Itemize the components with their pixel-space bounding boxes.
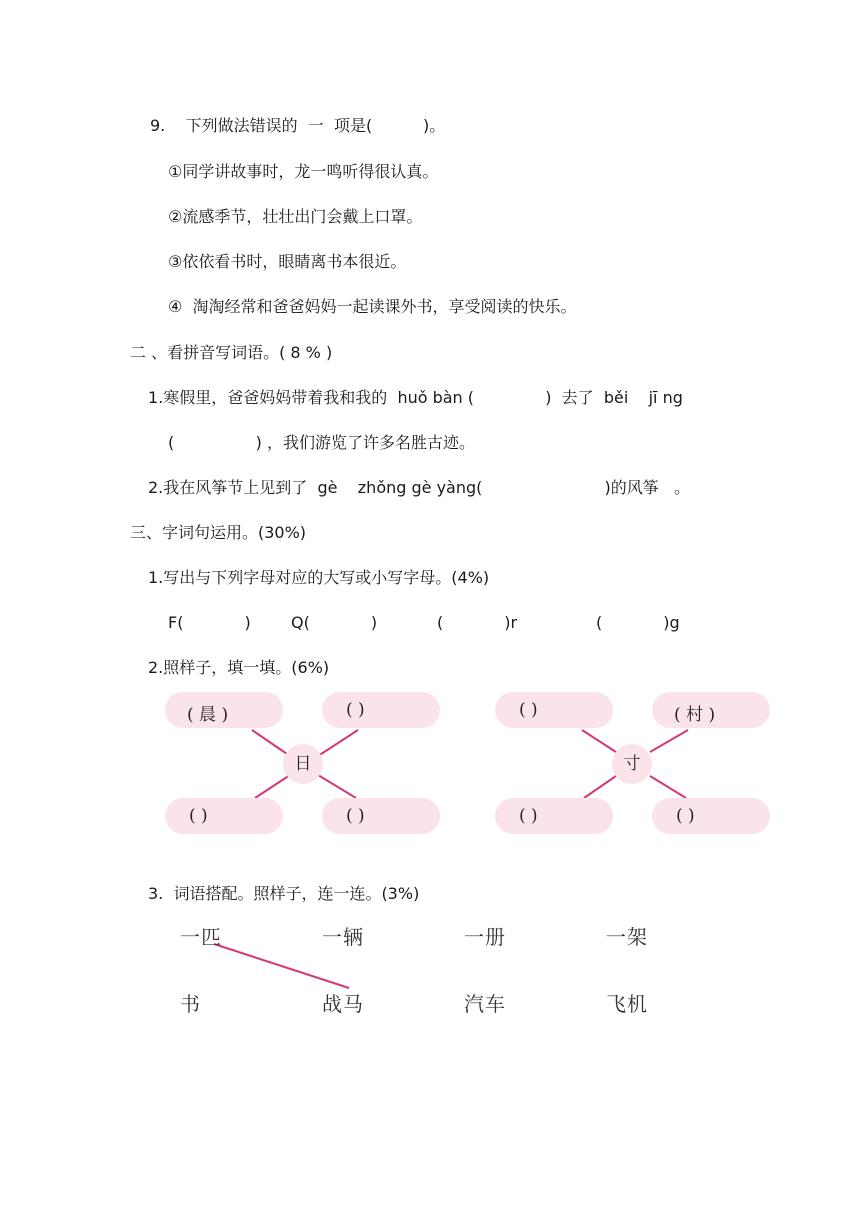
noun-2[interactable]: 战马 — [322, 992, 364, 1016]
diagram2-top-left-box[interactable] — [495, 692, 613, 728]
diagram1-top-right-text: ( ) — [346, 700, 365, 720]
q9-option-4: ④ 淘淘经常和爸爸妈妈一起读课外书，享受阅读的快乐。 — [168, 297, 577, 316]
section-3-q3-title: 3. 词语搭配。照样子，连一连。(3%) — [148, 884, 420, 903]
section-2-heading: 二 、看拼音写词语。( 8 % ) — [130, 343, 333, 362]
diagram2-center-char: 寸 — [612, 744, 652, 784]
noun-1[interactable]: 书 — [180, 992, 201, 1016]
section-2-q2: 2.我在风筝节上见到了 gè zhǒng gè yàng( )的风筝 。 — [148, 478, 690, 497]
connector-line — [318, 775, 356, 798]
measure-word-1[interactable]: 一匹 — [180, 925, 222, 949]
section-3-q2-title: 2.照样子，填一填。(6%) — [148, 658, 330, 677]
diagram2-bottom-left-text: ( ) — [519, 806, 538, 826]
measure-word-3[interactable]: 一册 — [464, 925, 506, 949]
measure-word-4[interactable]: 一架 — [606, 925, 648, 949]
example-match-line — [214, 944, 349, 988]
diagram1-top-left-box — [165, 692, 283, 728]
diagram2-bottom-right-box[interactable] — [652, 798, 770, 834]
diagram2-top-right-box — [652, 692, 770, 728]
connector-line — [650, 776, 686, 798]
connector-line — [650, 730, 688, 752]
connector-line — [252, 730, 290, 756]
diagram1-top-left-text: ( 晨 ) — [187, 705, 229, 725]
diagram1-bottom-left-text: ( ) — [189, 806, 208, 826]
noun-4[interactable]: 飞机 — [606, 992, 648, 1016]
noun-3[interactable]: 汽车 — [464, 992, 506, 1016]
letter-blank-3: ( )r — [437, 613, 518, 632]
diagram2-bottom-right-text: ( ) — [676, 806, 695, 826]
connector-line — [582, 730, 616, 752]
connector-line — [584, 776, 616, 798]
section-2-q1-line2: ( ) ，我们游览了许多名胜古迹。 — [168, 433, 475, 452]
letter-blank-4: ( )g — [596, 613, 680, 632]
diagram1-top-right-box[interactable] — [322, 692, 440, 728]
diagram2-top-left-text: ( ) — [519, 700, 538, 720]
letter-blank-1: F( ) — [168, 613, 251, 632]
diagram1-bottom-left-box[interactable] — [165, 798, 283, 834]
q9-option-3: ③依依看书时，眼睛离书本很近。 — [168, 252, 407, 271]
letter-blank-2: Q( ) — [291, 613, 378, 632]
q9-option-2: ②流感季节，壮壮出门会戴上口罩。 — [168, 207, 423, 226]
measure-word-2[interactable]: 一辆 — [322, 925, 364, 949]
diagram1-center-char: 日 — [283, 744, 323, 784]
q9-option-1: ①同学讲故事时，龙一鸣听得很认真。 — [168, 162, 439, 181]
diagram2-top-right-text: ( 村 ) — [674, 705, 716, 725]
question-9-title: 9. 下列做法错误的 一 项是( )。 — [150, 116, 446, 135]
section-3-heading: 三、字词句运用。(30%) — [130, 523, 307, 542]
section-2-q1-line1: 1.寒假里，爸爸妈妈带着我和我的 huǒ bàn ( ) 去了 běi jī ng — [148, 388, 683, 407]
section-3-q1-title: 1.写出与下列字母对应的大写或小写字母。(4%) — [148, 568, 490, 587]
diagram2-bottom-left-box[interactable] — [495, 798, 613, 834]
connector-line — [255, 775, 290, 798]
diagram1-bottom-right-box[interactable] — [322, 798, 440, 834]
diagram1-bottom-right-text: ( ) — [346, 806, 365, 826]
connector-line — [318, 730, 358, 756]
